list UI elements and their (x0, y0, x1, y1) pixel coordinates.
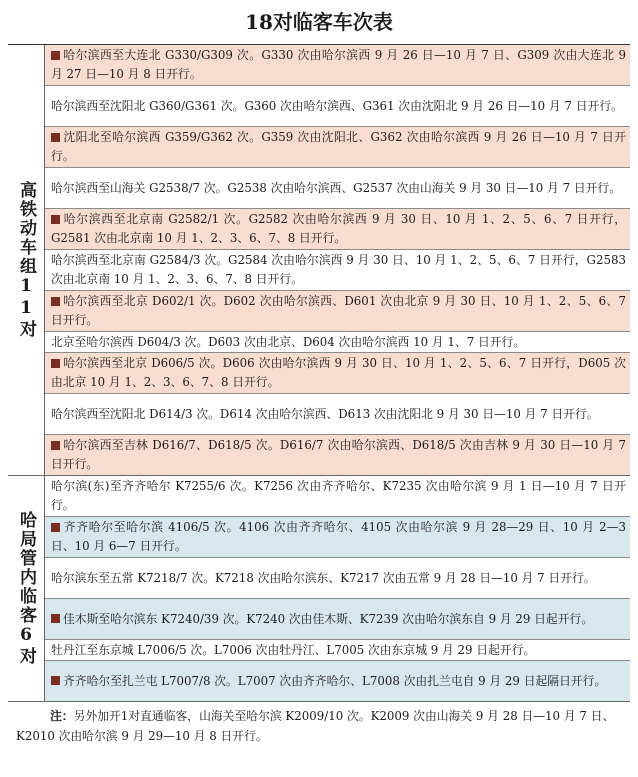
footnote (8, 706, 630, 746)
section-rows (45, 476, 630, 701)
section-label-local (8, 476, 45, 701)
square-bullet-icon (51, 523, 60, 532)
train-row-text (51, 569, 596, 588)
train-description: 哈尔滨西至北京 D606/5 次。D606 次由哈尔滨西 9 月 30 日、10 月 1、2、5、6、7 日开行，D605 次由北京 10 月 1、2、3、6、7、8 日开行。 (51, 356, 626, 389)
train-row (45, 640, 630, 661)
train-description: 哈尔滨东至五常 K7218/7 次。K7218 次由哈尔滨东、K7217 次由五常 9 月 28 日—10 月 7 日开行。 (51, 570, 596, 585)
section-rows (45, 45, 630, 475)
train-description: 哈尔滨西至吉林 D616/7、D618/5 次。D616/7 次由哈尔滨西、D618/5 次由吉林 9 月 30 日—10 月 7 日开行。 (51, 438, 626, 471)
square-bullet-icon (51, 297, 60, 306)
train-row (45, 599, 630, 640)
train-row (45, 127, 630, 168)
train-description: 牡丹江至东京城 L7006/5 次。L7006 次由牡丹江、L7005 次由东京城 9 月 29 日起开行。 (51, 642, 536, 657)
train-row-text (51, 477, 626, 515)
train-row-text (51, 436, 626, 474)
square-bullet-icon (51, 359, 60, 368)
section-label-text: 哈局管内临客6对 (16, 511, 36, 666)
section-high-speed (8, 45, 630, 476)
section-local (8, 476, 630, 702)
footnote-label: 注： (50, 709, 74, 723)
train-row (45, 291, 630, 332)
train-row (45, 45, 630, 86)
square-bullet-icon (51, 133, 60, 142)
train-description: 哈尔滨西至北京南 G2584/3 次。G2584 次由哈尔滨西 9 月 30 日、10 月 1、2、5、6、7 日开行，G2583 次由北京南 10 月 1、2、3、6、7、8 日开行。 (51, 253, 626, 286)
train-row-text (51, 333, 525, 352)
train-row (45, 517, 630, 558)
train-row-text (51, 97, 623, 116)
square-bullet-icon (51, 51, 60, 60)
train-row (45, 353, 630, 394)
train-description: 沈阳北至哈尔滨西 G359/G362 次。G359 次由沈阳北、G362 次由哈尔滨西 9 月 26 日—10 月 7 日开行。 (51, 130, 626, 163)
train-description: 佳木斯至哈尔滨东 K7240/39 次。K7240 次由佳木斯、K7239 次由哈尔滨东自 9 月 29 日起开行。 (63, 611, 594, 626)
train-row-text (51, 292, 626, 330)
train-row-text (51, 128, 626, 166)
train-row-text (51, 354, 626, 392)
square-bullet-icon (51, 676, 60, 685)
train-row-text (51, 672, 606, 691)
train-row-text (51, 179, 621, 198)
section-label-high-speed (8, 45, 45, 475)
train-description: 北京至哈尔滨西 D604/3 次。D603 次由北京、D604 次由哈尔滨西 10 月 1、7 日开行。 (51, 334, 526, 349)
train-row (45, 558, 630, 599)
train-row-text (51, 251, 626, 289)
train-row (45, 476, 630, 517)
section-label-text: 高铁动车组11对 (16, 181, 36, 339)
square-bullet-icon (51, 215, 60, 224)
train-description: 哈尔滨西至北京 D602/1 次。D602 次由哈尔滨西、D601 次由北京 9 月 30 日、10 月 1、2、5、6、7 日开行。 (51, 294, 626, 327)
train-row (45, 250, 630, 291)
train-description: 哈尔滨西至山海关 G2538/7 次。G2538 次由哈尔滨西、G2537 次由山海关 9 月 30 日—10 月 7 日开行。 (51, 180, 622, 195)
train-row (45, 209, 630, 250)
train-description: 哈尔滨西至大连北 G330/G309 次。G330 次由哈尔滨西 9 月 26 日—10 月 7 日、G309 次由大连北 9 月 27 日—10 月 8 日开行。 (51, 48, 626, 81)
train-row (45, 661, 630, 701)
train-row (45, 435, 630, 475)
train-description: 齐齐哈尔至哈尔滨 4106/5 次。4106 次由齐齐哈尔、4105 次由哈尔滨 9 月 28—29 日、10 月 2—3 日、10 月 6—7 日开行。 (51, 520, 626, 553)
train-row-text (51, 405, 599, 424)
train-row-text (51, 641, 535, 660)
train-row (45, 168, 630, 209)
schedule-table (8, 44, 630, 702)
train-row-text (51, 610, 593, 629)
train-description: 哈尔滨西至沈阳北 G360/G361 次。G360 次由哈尔滨西、G361 次由沈阳北 9 月 26 日—10 月 7 日开行。 (51, 98, 623, 113)
train-row (45, 332, 630, 353)
footnote-text: 另外加开1对直通临客，山海关至哈尔滨 K2009/10 次。K2009 次由山海关 9 月 28 日—10 月 7 日、K2010 次由哈尔滨 9 月 29—10 月 8 日开行。 (16, 709, 615, 743)
square-bullet-icon (51, 441, 60, 450)
train-row-text (51, 46, 626, 84)
page-title: 18对临客车次表 (245, 10, 393, 34)
train-row-text (51, 210, 626, 248)
train-row (45, 394, 630, 435)
train-description: 哈尔滨(东)至齐齐哈尔 K7255/6 次。K7256 次由齐齐哈尔、K7235 次由哈尔滨 9 月 1 日—10 月 7 日开行。 (51, 479, 626, 512)
train-description: 哈尔滨西至沈阳北 D614/3 次。D614 次由哈尔滨西、D613 次由沈阳北 9 月 30 日—10 月 7 日开行。 (51, 406, 599, 421)
train-row (45, 86, 630, 127)
train-description: 齐齐哈尔至扎兰屯 L7007/8 次。L7007 次由齐齐哈尔、L7008 次由扎兰屯自 9 月 29 日起隔日开行。 (63, 673, 607, 688)
square-bullet-icon (51, 614, 60, 623)
train-row-text (51, 518, 626, 556)
train-description: 哈尔滨西至北京南 G2582/1 次。G2582 次由哈尔滨西 9 月 30 日、10 月 1、2、5、6、7 日开行，G2581 次由北京南 10 月 1、2、3、6、7、8 日开行。 (51, 212, 626, 245)
